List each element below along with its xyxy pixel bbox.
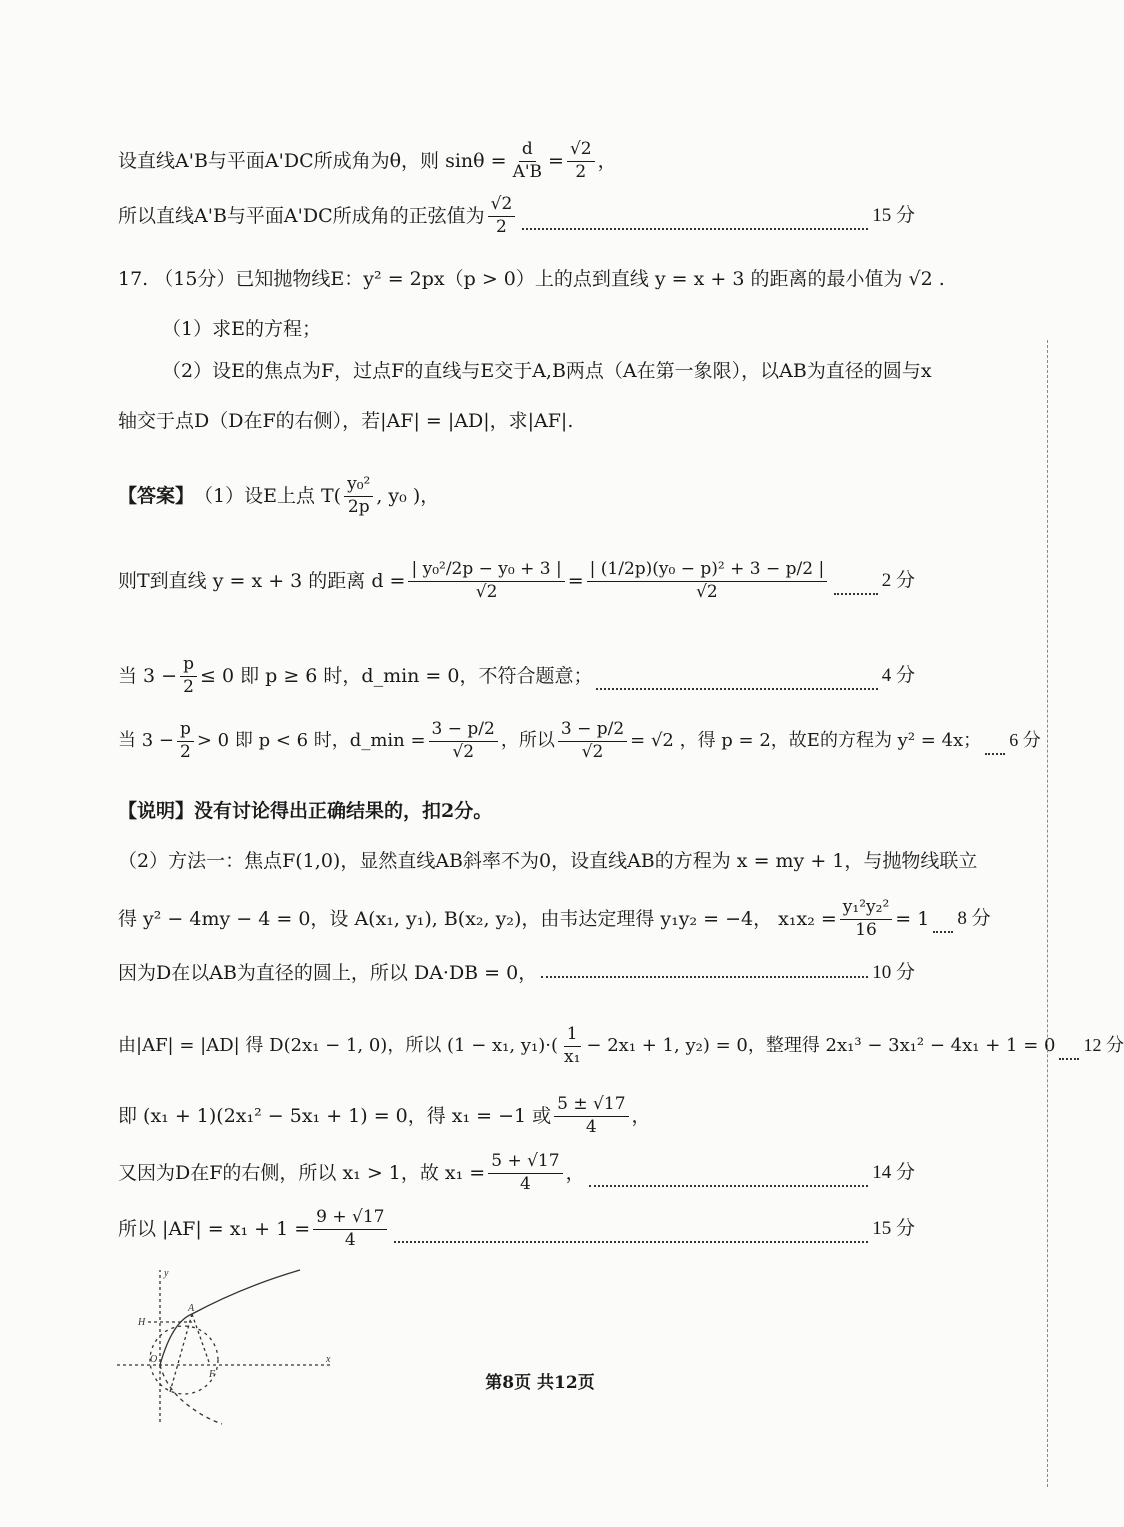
text: > 0 即 p < 6 时，d_min = xyxy=(196,730,426,752)
numerator: √2 xyxy=(567,140,595,162)
text: （1）求E的方程； xyxy=(162,318,321,340)
text: 得 y² − 4my − 4 = 0，设 A(x₁, y₁), B(x₂, y₂)，由韦达定理得 y₁y₂ = −4， x₁x₂ = xyxy=(118,907,837,930)
denominator: √2 xyxy=(475,581,498,602)
denominator: 2 xyxy=(496,216,507,237)
text: 当 3 − xyxy=(118,730,174,752)
label-H: H xyxy=(138,1317,146,1328)
problem-17-statement xyxy=(118,268,945,291)
problem-17-part-2b xyxy=(118,410,920,433)
numerator: y₁²y₂² xyxy=(840,898,892,920)
fraction xyxy=(840,898,892,940)
score: 14 分 xyxy=(872,1161,915,1183)
text: 所以 |AF| = x₁ + 1 = xyxy=(118,1217,311,1240)
leader-dots xyxy=(596,688,877,690)
numerator: 5 ± √17 xyxy=(554,1095,628,1117)
label-F: F xyxy=(209,1369,216,1380)
binding-margin-line xyxy=(1047,340,1048,1487)
fraction xyxy=(429,720,498,762)
fraction xyxy=(510,140,545,182)
denominator: √2 xyxy=(696,581,718,602)
leader-dots xyxy=(1059,1058,1079,1060)
text: 则T到直线 y = x + 3 的距离 d = xyxy=(118,569,406,592)
denominator: 16 xyxy=(855,919,877,940)
text: （1）设E上点 T( xyxy=(194,484,342,507)
numerator: | y₀²/2p − y₀ + 3 | xyxy=(408,560,564,582)
score: 15 分 xyxy=(872,204,915,226)
numerator: p xyxy=(177,720,194,742)
fraction xyxy=(177,720,194,762)
text: = 1 xyxy=(895,907,930,930)
score: 8 分 xyxy=(957,907,991,929)
fraction xyxy=(180,655,197,697)
problem-17-part-2a xyxy=(162,360,932,383)
leader-dots xyxy=(834,593,878,595)
segment-AF xyxy=(192,1314,210,1365)
numerator: 5 + √17 xyxy=(488,1152,562,1174)
numerator: y₀² xyxy=(344,475,373,497)
text: 所以直线A'B与平面A'DC所成角的正弦值为 xyxy=(118,204,485,227)
text: − 2x₁ + 1, y₂) = 0，整理得 2x₁³ − 3x₁² − 4x₁ + 1 = 0 xyxy=(586,1035,1056,1057)
denominator: 2 xyxy=(575,161,587,182)
leader-dots xyxy=(541,976,868,978)
numerator: √2 xyxy=(488,195,516,217)
fraction xyxy=(554,1095,628,1137)
text: = √2 ，得 p = 2，故E的方程为 y² = 4x； xyxy=(630,730,982,752)
denominator: √2 xyxy=(452,741,475,762)
leader-dots xyxy=(589,1185,869,1187)
label-y: y xyxy=(164,1268,169,1279)
leader-dots xyxy=(985,753,1005,755)
note-label: 【说明】 xyxy=(118,800,195,822)
fraction xyxy=(587,560,828,602)
denominator: 4 xyxy=(519,1173,531,1194)
text: ，所以 xyxy=(500,730,555,752)
fraction xyxy=(567,140,595,182)
score: 12 分 xyxy=(1083,1035,1124,1056)
text: （2）方法一：焦点F(1,0)，显然直线AB斜率不为0，设直线AB的方程为 x = my + 1，与抛物线联立 xyxy=(118,850,978,872)
text: 设直线A'B与平面A'DC所成角为θ，则 sinθ = xyxy=(118,149,507,172)
label-A: A xyxy=(188,1303,195,1314)
fraction xyxy=(488,1152,562,1194)
text: 又因为D在F的右侧，所以 x₁ > 1，故 x₁ = xyxy=(118,1161,486,1184)
text: 当 3 − xyxy=(118,664,178,687)
numerator: 9 + √17 xyxy=(313,1208,387,1230)
text: 因为D在以AB为直径的圆上，所以 DA·DB = 0， xyxy=(118,962,538,984)
text: （2）设E的焦点为F，过点F的直线与E交于A,B两点（A在第一象限），以AB为直径的圆与x xyxy=(162,360,932,382)
leader-dots xyxy=(394,1241,868,1243)
denominator: 4 xyxy=(344,1229,356,1250)
score: 6 分 xyxy=(1009,730,1041,751)
text: , y₀ )， xyxy=(376,484,440,507)
line-angle-definition xyxy=(118,140,920,182)
denominator: A'B xyxy=(512,161,543,182)
dot-product-equation xyxy=(118,1024,1124,1067)
page-number: 第8页 共12页 xyxy=(485,1373,595,1393)
distance-formula xyxy=(118,560,915,602)
score: 4 分 xyxy=(881,664,915,686)
circle-condition xyxy=(118,962,915,985)
root-selection xyxy=(118,1152,915,1194)
score: 2 分 xyxy=(881,569,915,591)
final-answer xyxy=(118,1208,915,1250)
leader-dots xyxy=(933,931,953,933)
factorization xyxy=(118,1095,920,1137)
case-p-lt-6 xyxy=(118,719,1041,762)
numerator: p xyxy=(180,655,197,677)
score: 10 分 xyxy=(872,962,915,983)
fraction xyxy=(408,560,564,602)
answer-part-1-start xyxy=(118,475,920,517)
numerator: d xyxy=(519,140,536,162)
denominator: x₁ xyxy=(564,1046,581,1067)
fraction xyxy=(558,720,627,762)
text: 17. （15分）已知抛物线E：y² = 2px（p > 0）上的点到直线 y = x + 3 的距离的最小值为 √2 . xyxy=(118,268,945,290)
scoring-note xyxy=(118,800,920,823)
label-O: O xyxy=(150,1354,158,1365)
numerator: | (1/2p)(y₀ − p)² + 3 − p/2 | xyxy=(587,560,828,582)
numerator: 3 − p/2 xyxy=(429,720,498,742)
text: ， xyxy=(631,1104,651,1127)
fraction xyxy=(561,1025,583,1067)
leader-dots xyxy=(522,228,868,230)
denominator: 2p xyxy=(347,496,370,517)
vieta-line xyxy=(118,897,991,940)
denominator: √2 xyxy=(581,741,604,762)
fraction xyxy=(488,195,516,237)
text: 轴交于点D（D在F的右侧），若|AF| = |AD|，求|AF|. xyxy=(118,410,574,432)
text: ， xyxy=(565,1161,585,1184)
label-x: x xyxy=(326,1354,331,1365)
line-sine-value xyxy=(118,195,915,237)
numerator: 3 − p/2 xyxy=(558,720,627,742)
denominator: 4 xyxy=(585,1116,597,1137)
denominator: 2 xyxy=(180,741,191,762)
fraction xyxy=(313,1208,387,1250)
parabola-sketch xyxy=(112,1262,342,1432)
case-p-ge-6 xyxy=(118,655,915,697)
text: 没有讨论得出正确结果的，扣2分。 xyxy=(194,800,493,822)
method-one-intro xyxy=(118,850,978,873)
denominator: 2 xyxy=(183,676,194,697)
text: ≤ 0 即 p ≥ 6 时，d_min = 0，不符合题意； xyxy=(199,664,593,687)
text: = xyxy=(548,149,564,172)
score: 15 分 xyxy=(872,1217,915,1239)
numerator: 1 xyxy=(564,1025,581,1047)
text: 即 (x₁ + 1)(2x₁² − 5x₁ + 1) = 0，得 x₁ = −1 或 xyxy=(118,1104,552,1127)
answer-label: 【答案】 xyxy=(118,484,195,507)
text: ， xyxy=(597,149,617,172)
text: = xyxy=(567,569,584,592)
text: 由|AF| = |AD| 得 D(2x₁ − 1, 0)，所以 (1 − x₁, y₁)·( xyxy=(118,1035,558,1057)
problem-17-part-1 xyxy=(162,318,920,341)
fraction xyxy=(344,475,373,517)
